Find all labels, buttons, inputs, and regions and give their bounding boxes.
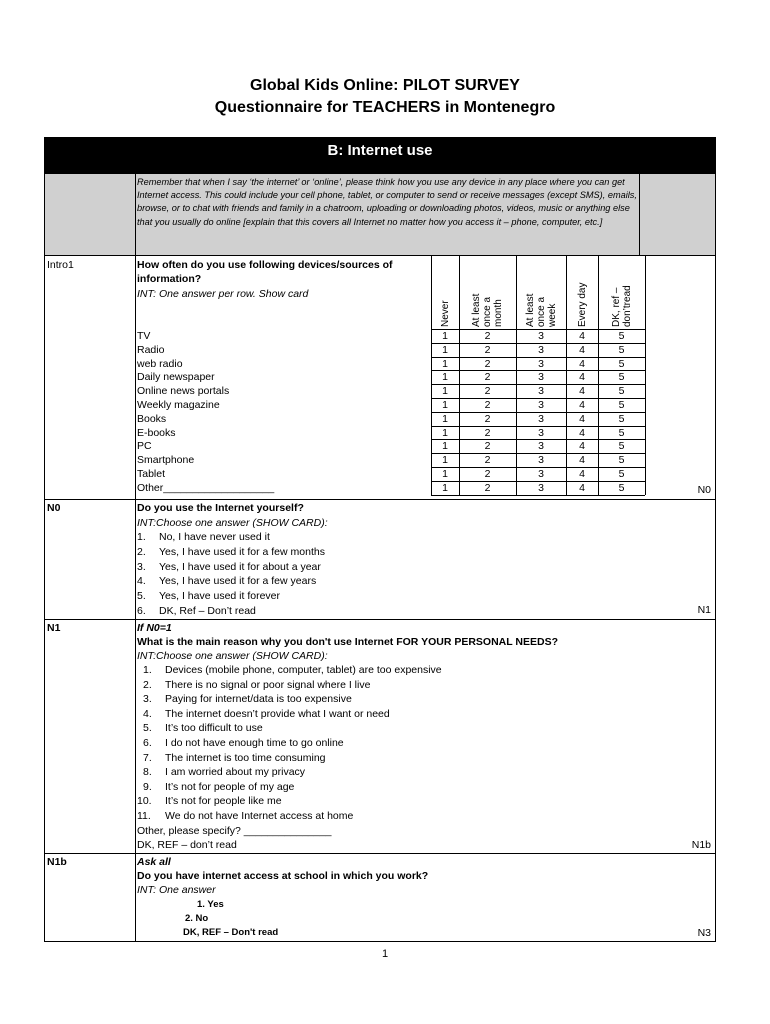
grid-value: 5	[618, 426, 625, 439]
n1-option: It’s not for people like me	[165, 795, 282, 808]
code-n0: N0	[47, 502, 61, 514]
n0-option: Yes, I have used it for a few years	[159, 575, 317, 588]
n1-option-number: 7.	[143, 751, 152, 764]
grid-value: 3	[538, 343, 544, 356]
goto-intro1: N0	[697, 484, 711, 496]
n1-instruction: INT:Choose one answer (SHOW CARD):	[137, 650, 328, 662]
grid-value: 3	[538, 330, 544, 342]
n1-option: There is no signal or poor signal where I live	[165, 678, 371, 691]
grid-value: 2	[484, 454, 491, 467]
grid-value: 1	[442, 399, 448, 411]
grid-row-label: Radio	[137, 343, 165, 356]
n1-option: The internet is too time consuming	[165, 751, 326, 764]
grid-col-header: once a	[482, 296, 493, 327]
n1-option: I am worried about my privacy	[165, 766, 306, 779]
grid-row-label: Tablet	[137, 468, 166, 480]
grid-value: 5	[618, 330, 625, 342]
n1-option-number: 6.	[143, 737, 152, 749]
n0-option-number: 6.	[137, 605, 146, 617]
grid-row-label: E-books	[137, 426, 176, 439]
row-sep-n0	[45, 499, 715, 500]
grid-col-line	[645, 255, 646, 495]
n0-option: No, I have never used it	[159, 531, 270, 543]
grid-row-label: Weekly magazine	[137, 399, 220, 411]
grid-value: 5	[618, 481, 625, 494]
grey-cell-left	[45, 174, 135, 255]
grid-value: 4	[579, 399, 585, 411]
section-header: B: Internet use	[45, 138, 715, 174]
n1-option-number: 1.	[143, 664, 152, 676]
grid-value: 2	[484, 481, 491, 494]
grid-value: 3	[538, 371, 544, 384]
n0-option-number: 4.	[137, 575, 146, 588]
grid-value: 3	[538, 454, 544, 467]
n0-option: DK, Ref – Don’t read	[159, 605, 256, 617]
grid-col-header: Every day	[576, 282, 588, 327]
grid-col-header: once a	[535, 296, 547, 327]
grid-value: 3	[538, 357, 544, 370]
grid-row-label: PC	[137, 440, 152, 453]
grid-value: 2	[484, 426, 491, 439]
grid-value: 5	[618, 412, 625, 425]
grid-value: 5	[618, 357, 625, 370]
intro1-instruction: INT: One answer per row. Show card	[137, 288, 309, 300]
grid-value: 1	[442, 454, 448, 467]
n0-option-number: 2.	[137, 545, 146, 558]
n1-option-number: 5.	[143, 722, 152, 735]
n0-option-number: 1.	[137, 531, 146, 543]
grid-col-header: At least	[524, 293, 536, 327]
grid-row-label: Other___________________	[137, 481, 275, 494]
n0-option: Yes, I have used it for a few months	[159, 545, 325, 558]
grid-row-label: Online news portals	[137, 385, 230, 398]
code-n1: N1	[47, 622, 61, 634]
grid-value: 4	[579, 412, 585, 425]
grid-row-label: Smartphone	[137, 454, 195, 467]
grid-value: 1	[442, 481, 448, 494]
n1-option-number: 2.	[143, 678, 152, 691]
col-divider-left	[135, 174, 136, 941]
grid-col-header: At least	[471, 293, 482, 327]
grid-col-line	[516, 255, 517, 495]
row-sep-n1	[45, 619, 715, 620]
grid-value: 1	[442, 385, 448, 398]
n0-option: Yes, I have used it for about a year	[159, 560, 321, 573]
n1-option-number: 11.	[137, 810, 151, 822]
n0-option-number: 5.	[137, 590, 146, 603]
grid-value: 5	[618, 399, 625, 411]
page-number: 1	[381, 948, 389, 960]
questionnaire-table	[44, 137, 716, 942]
grid-value: 2	[484, 343, 491, 356]
n1b-instruction: INT: One answer	[137, 884, 216, 896]
grid-value: 3	[538, 399, 544, 411]
n1b-option-dk: DK, REF – Don't read	[183, 927, 279, 938]
n1b-condition: Ask all	[137, 856, 171, 868]
grid-col-line	[598, 255, 599, 495]
grid-value: 5	[618, 371, 625, 384]
code-n1b: N1b	[47, 856, 67, 868]
col-divider-right-intro	[639, 174, 640, 255]
n1b-option-no: 2. No	[185, 913, 209, 924]
grid-value: 1	[442, 357, 448, 370]
n0-question: Do you use the Internet yourself?	[137, 502, 304, 514]
grid-value: 2	[484, 412, 491, 425]
doc-title-line2: Questionnaire for TEACHERS in Montenegro	[214, 99, 556, 116]
n1-option-number: 10.	[137, 795, 152, 808]
grid-row-label: web radio	[137, 357, 183, 370]
grid-value: 1	[442, 330, 448, 342]
grid-value: 1	[442, 412, 448, 425]
grid-value: 3	[538, 426, 544, 439]
grid-value: 3	[538, 412, 544, 425]
grid-value: 4	[579, 426, 585, 439]
grid-value: 3	[538, 440, 544, 453]
n0-instruction: INT:Choose one answer (SHOW CARD):	[137, 517, 328, 529]
grid-value: 3	[538, 468, 544, 480]
n1-option-number: 4.	[143, 707, 152, 720]
goto-n1: N1b	[691, 839, 711, 851]
grid-value: 4	[579, 343, 585, 356]
grid-value: 5	[618, 454, 625, 467]
grid-value: 4	[579, 440, 585, 453]
n0-option: Yes, I have used it forever	[159, 590, 281, 603]
n1-option: Devices (mobile phone, computer, tablet) are too expensive	[165, 664, 442, 676]
n1-option: I do not have enough time to go online	[165, 737, 344, 749]
grid-value: 5	[618, 440, 625, 453]
n1-option: The internet doesn’t provide what I want or need	[165, 707, 390, 720]
grid-col-header: DK, ref –	[610, 287, 622, 327]
grid-col-header: week	[546, 303, 558, 327]
grid-value: 4	[579, 454, 585, 467]
n1-other: Other, please specify? _______________	[137, 825, 332, 837]
code-intro1: Intro1	[47, 259, 74, 271]
grid-value: 5	[618, 385, 625, 398]
n1-condition: If N0=1	[137, 622, 172, 634]
doc-title-line1: Global Kids Online: PILOT SURVEY	[250, 77, 520, 94]
grid-value: 2	[484, 371, 491, 384]
grid-value: 1	[442, 440, 448, 453]
grid-row-label: TV	[137, 330, 151, 342]
n1b-option-yes: 1. Yes	[197, 899, 224, 910]
n0-option-number: 3.	[137, 560, 146, 573]
grid-col-header: don’tread	[621, 285, 633, 327]
n1-option-number: 8.	[143, 766, 152, 779]
grid-value: 5	[618, 468, 625, 480]
grid-col-header: Never	[439, 300, 451, 327]
intro1-question: How often do you use following devices/sources of information?	[137, 259, 393, 285]
n1-option: We do not have Internet access at home	[165, 810, 354, 822]
grid-col-header: month	[493, 299, 504, 327]
grid-value: 4	[579, 371, 585, 384]
grid-value: 4	[579, 330, 585, 342]
n1-question: What is the main reason why you don't use Internet FOR YOUR PERSONAL NEEDS?	[137, 636, 558, 648]
row-sep-intro	[45, 255, 715, 256]
grey-cell-right	[640, 174, 715, 255]
grid-row-label: Daily newspaper	[137, 371, 215, 384]
goto-n0: N1	[697, 604, 711, 616]
grid-value: 1	[442, 371, 448, 384]
grid-row-label: Books	[137, 412, 167, 425]
grid-value: 1	[442, 468, 448, 480]
grid-value: 4	[579, 357, 585, 370]
grid-value: 5	[618, 343, 625, 356]
goto-n1b: N3	[697, 927, 711, 939]
n1-option: Paying for internet/data is too expensive	[165, 693, 352, 706]
grid-value: 3	[538, 385, 544, 398]
grid-value: 4	[579, 481, 585, 494]
n1-option-number: 9.	[143, 780, 152, 793]
row-sep-n1b	[45, 853, 715, 854]
grid-value: 1	[442, 426, 448, 439]
grid-value: 2	[484, 330, 491, 342]
n1-option: It’s not for people of my age	[165, 780, 295, 793]
grid-value: 4	[579, 468, 585, 480]
n1-dk: DK, REF – don’t read	[137, 839, 237, 851]
grid-value: 2	[484, 385, 491, 398]
n1-option: It’s too difficult to use	[165, 722, 263, 735]
grid-value: 3	[538, 481, 544, 494]
intro-note: Remember that when I say ‘the internet’ or ‘online’, please think how you use any device in any place where you can get Internet access. This could include your cell phone, tablet, or computer to send or receive messages (except SMS), emails, browse, or to chat with friends and family in a chatroom, uploading or downloading photos, videos, music or anything else that you usually do online [explain that this covers all Internet no matter how you access it – phone, computer, etc.]	[137, 177, 637, 227]
grid-value: 4	[579, 385, 585, 398]
grid-value: 1	[442, 343, 448, 356]
n1-option-number: 3.	[143, 693, 152, 706]
grid-value: 2	[484, 468, 491, 480]
grid-value: 2	[484, 357, 491, 370]
grid-value: 2	[484, 399, 491, 411]
n1b-question: Do you have internet access at school in which you work?	[137, 870, 429, 882]
grid-value: 2	[484, 440, 491, 453]
